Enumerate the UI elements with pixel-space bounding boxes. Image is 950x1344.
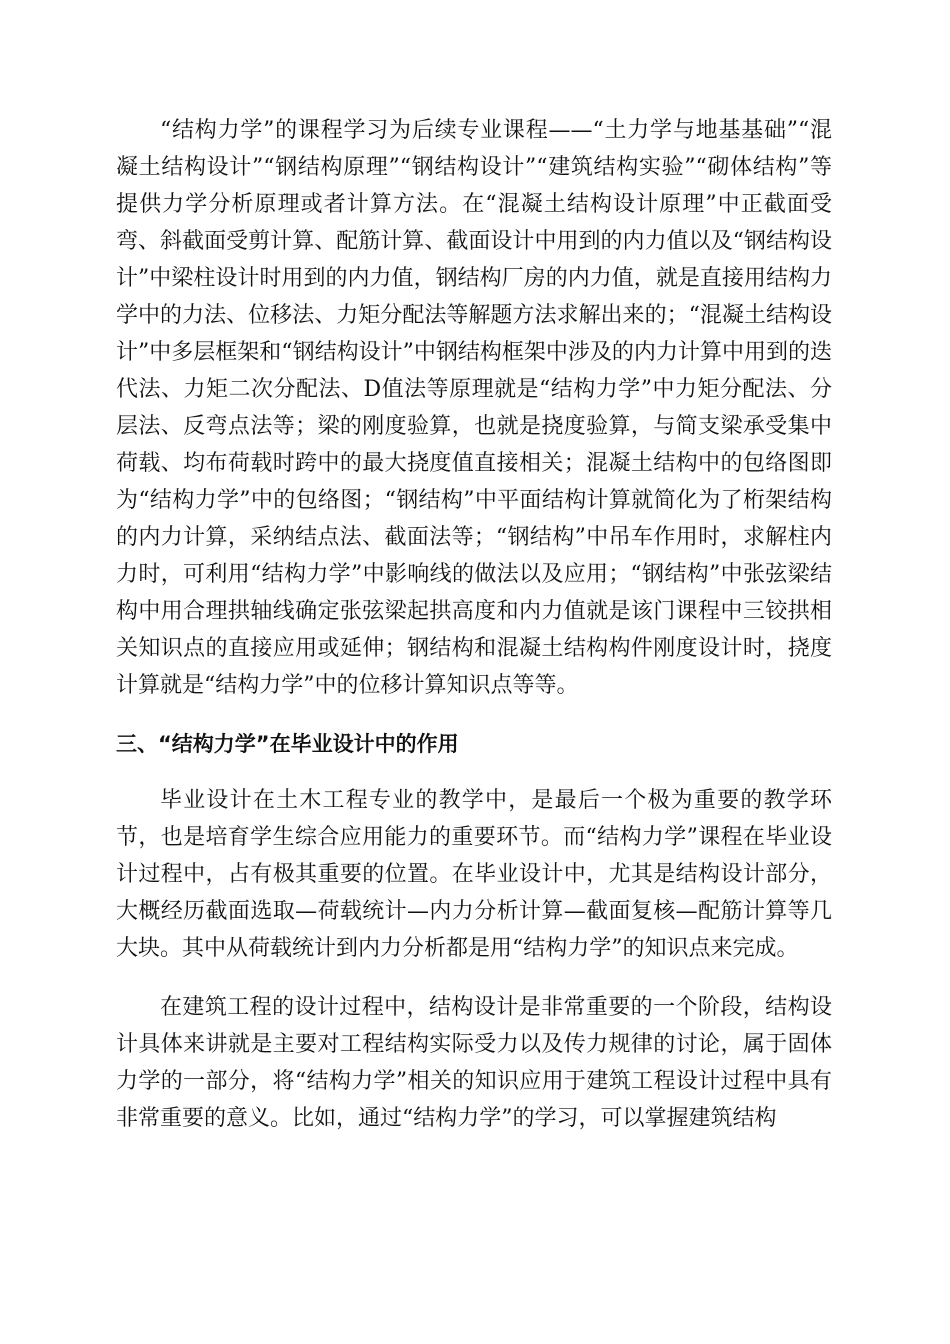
body-paragraph-2: 毕业设计在土木工程专业的教学中，是最后一个极为重要的教学环节，也是培育学生综合应用能力的重要环节。而“结构力学”课程在毕业设计过程中，占有极其重要的位置。在毕业设计中，尤其是结构设计部分，大概经历截面选取—荷载统计—内力分析计算—截面复核—配筋计算等几大块。其中从荷载统计到内力分析都是用“结构力学”的知识点来完成。 — [116, 788, 832, 961]
document-page — [116, 112, 832, 1137]
section-heading: 三、“结构力学”在毕业设计中的作用 — [116, 732, 459, 756]
body-paragraph-3: 在建筑工程的设计过程中，结构设计是非常重要的一个阶段，结构设计具体来讲就是主要对工程结构实际受力以及传力规律的讨论，属于固体力学的一部分，将“结构力学”相关的知识应用于建筑工程设计过程中具有非常重要的意义。比如，通过“结构力学”的学习，可以掌握建筑结构 — [116, 995, 832, 1131]
body-paragraph-1: “结构力学”的课程学习为后续专业课程——“土力学与地基基础”“混凝土结构设计”“钢结构原理”“钢结构设计”“建筑结构实验”“砌体结构”等提供力学分析原理或者计算方法。在“混凝土结构设计原理”中正截面受弯、斜截面受剪计算、配筋计算、截面设计中用到的内力值以及“钢结构设计”中梁柱设计时用到的内力值，钢结构厂房的内力值，就是直接用结构力学中的力法、位移法、力矩分配法等解题方法求解出来的；“混凝土结构设计”中多层框架和“钢结构设计”中钢结构框架中涉及的内力计算中用到的迭代法、力矩二次分配法、D值法等原理就是“结构力学”中力矩分配法、分层法、反弯点法等；梁的刚度验算，也就是挠度验算，与简支梁承受集中荷载、均布荷载时跨中的最大挠度值直接相关；混凝土结构中的包络图即为“结构力学”中的包络图；“钢结构”中平面结构计算就简化为了桁架结构的内力计算，采纳结点法、截面法等；“钢结构”中吊车作用时，求解柱内力时，可利用“结构力学”中影响线的做法以及应用；“钢结构”中张弦梁结构中用合理拱轴线确定张弦梁起拱高度和内力值就是该门课程中三铰拱相关知识点的直接应用或延伸；钢结构和混凝土结构构件刚度设计时，挠度计算就是“结构力学”中的位移计算知识点等等。 — [116, 118, 832, 698]
